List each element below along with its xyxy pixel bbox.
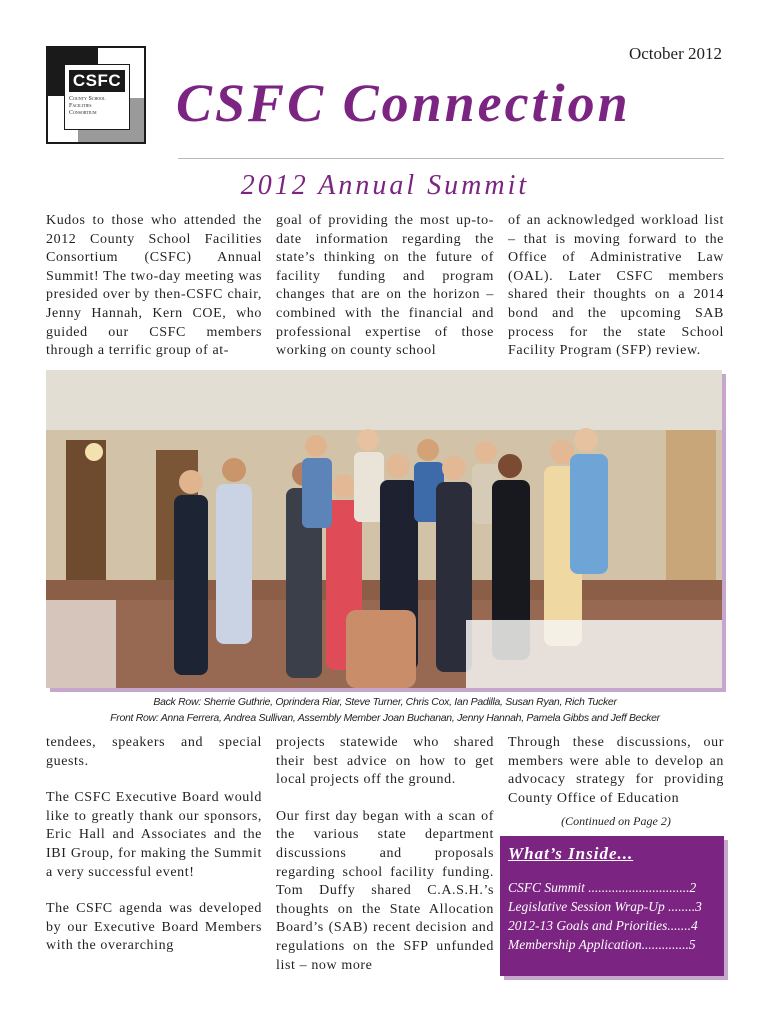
masthead-divider [178, 158, 724, 159]
logo-line-1: County School [69, 96, 106, 102]
toc-item-csfc-summit[interactable]: CSFC Summit ..............................2 [508, 880, 697, 895]
article-paragraph: projects statewide who shared their best advice on how to get local projects off the ground. [276, 735, 494, 788]
article-paragraph: goal of providing the most up-to-date information regarding the state’s thinking on the future of facility funding and program changes that are on the horizon – combined with the financial and professional expertise of those working on county school [276, 213, 494, 359]
article-bottom-column-3 [508, 734, 724, 808]
toc-item-goals-priorities[interactable]: 2012-13 Goals and Priorities.......4 [508, 918, 698, 933]
article-bottom-column-2 [276, 734, 494, 975]
whats-inside-title: What’s Inside... [508, 844, 634, 863]
group-photo-frame [46, 370, 722, 688]
group-photo [46, 370, 722, 688]
article-paragraph: The CSFC Executive Board would like to greatly thank our sponsors, Eric Hall and Associates and the IBI Group, for making the Summit a very successful event! [46, 790, 262, 880]
article-top-column-2 [276, 212, 494, 361]
logo-line-3: Consortium [69, 110, 97, 116]
photo-caption-front-row: Front Row: Anna Ferrera, Andrea Sullivan, Assembly Member Joan Buchanan, Jenny Hannah, Pamela Gibbs and Jeff Becker [110, 712, 660, 724]
article-paragraph: The CSFC agenda was developed by our Executive Board Members with the overarching [46, 901, 262, 954]
article-bottom-column-1 [46, 734, 262, 956]
photo-caption-back-row: Back Row: Sherrie Guthrie, Oprindera Riar, Steve Turner, Chris Cox, Ian Padilla, Susan Ryan, Rich Tucker [153, 696, 617, 708]
logo-abbreviation: CSFC [69, 70, 125, 92]
article-paragraph: of an acknowledged workload list – that is moving forward to the Office of Administrative Law (OAL). Later CSFC members shared their thoughts on a 2014 bond and the upcoming SAB process for the state School Facility Program (SFP) review. [508, 213, 724, 359]
issue-date: October 2012 [628, 44, 722, 63]
article-top-column-3 [508, 212, 724, 361]
article-paragraph: tendees, speakers and special guests. [46, 735, 262, 769]
whats-inside-list [508, 878, 714, 954]
csfc-logo [46, 46, 146, 144]
newsletter-title: CSFC Connection [176, 73, 631, 133]
logo-line-2: Facilities [69, 103, 92, 109]
article-paragraph: Through these discussions, our members were able to develop an advocacy strategy for providing County Office of Education [508, 735, 724, 806]
article-top-column-1 [46, 212, 262, 361]
article-headline: 2012 Annual Summit [240, 170, 530, 201]
whats-inside-box [500, 836, 724, 976]
continued-notice: (Continued on Page 2) [561, 814, 671, 828]
toc-item-legislative-wrap-up[interactable]: Legislative Session Wrap-Up ........3 [508, 899, 702, 914]
article-paragraph: Kudos to those who attended the 2012 County School Facilities Consortium (CSFC) Annual Summit! The two-day meeting was presided over by then-CSFC chair, Jenny Hannah, Kern COE, who guided our CSFC members through a terrific group of at- [46, 213, 262, 359]
article-paragraph: Our first day began with a scan of the various state department discussions and proposals regarding school facility funding. Tom Duffy shared C.A.S.H.’s thoughts on the State Allocation Board’s (SAB) recent decision and regulations on the SFP unfunded list – now more [276, 808, 494, 973]
toc-item-membership-application[interactable]: Membership Application..............5 [508, 937, 696, 952]
